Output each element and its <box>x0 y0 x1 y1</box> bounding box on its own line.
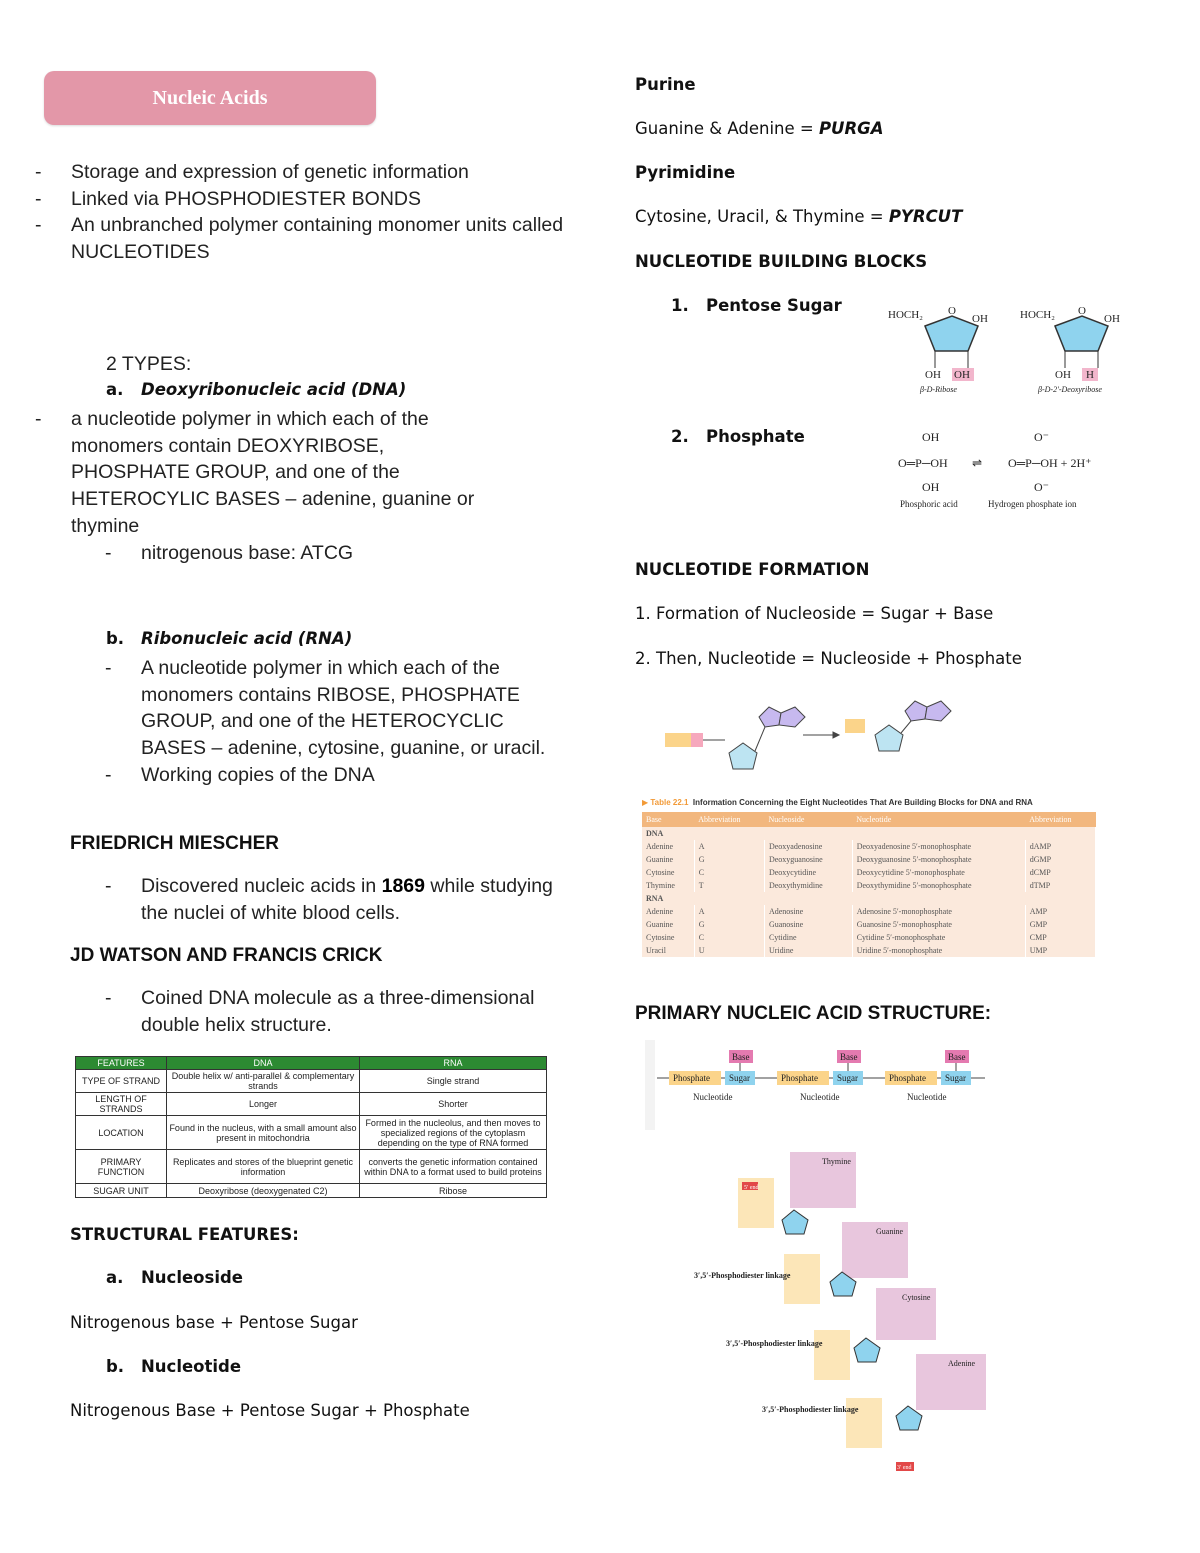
three-end-label: 3′ end <box>897 1465 912 1471</box>
table-row: LOCATION Found in the nucleus, with a small amount also present in mitochondria Formed in the nucleolus, and then moves to specialized regions of the cytoplasm depending on the type of RNA formed <box>76 1116 547 1150</box>
list-item: - Discovered nucleic acids in 1869 while studying the nuclei of white blood cells. <box>105 875 553 924</box>
svg-text:O: O <box>1078 305 1086 317</box>
table-header: Nucleotide <box>852 812 1025 827</box>
five-end-label: 5′ end <box>744 1185 759 1191</box>
svg-text:O⁻: O⁻ <box>1034 430 1049 444</box>
sugar-label: Sugar <box>837 1073 858 1083</box>
svg-text:HOCH₂: HOCH₂ <box>888 309 924 321</box>
pentose-sugar-figure <box>880 296 1130 401</box>
structural-heading: STRUCTURAL FEATURES: <box>70 1225 299 1244</box>
list-item: - An unbranched polymer containing monomer units called NUCLEOTIDES <box>35 214 564 264</box>
table-header: Base <box>642 812 694 827</box>
svg-text:OH: OH <box>1104 313 1120 325</box>
dna-title-row: a. Deoxyribonucleic acid (DNA) <box>106 380 407 399</box>
svg-text:OH: OH <box>954 369 970 381</box>
linkage-label: 3′,5′-Phosphodiester linkage <box>694 1271 791 1280</box>
dna-strand-figure <box>690 1150 990 1475</box>
table-header: Nucleoside <box>764 812 852 827</box>
svg-text:O═P─OH + 2H⁺: O═P─OH + 2H⁺ <box>1008 456 1092 470</box>
cytosine-label: Cytosine <box>902 1293 931 1302</box>
nucleotide-label: Nucleotide <box>693 1092 733 1102</box>
hydrogen-phosphate-label: Hydrogen phosphate ion <box>988 499 1077 509</box>
table-row: Adenine A Adenosine Adenosine 5′-monophosphate AMP <box>642 905 1096 918</box>
intro-list <box>35 159 570 266</box>
formation-heading: NUCLEOTIDE FORMATION <box>635 560 870 579</box>
table-header: FEATURES <box>76 1057 167 1070</box>
table-row: Adenine A Deoxyadenosine Deoxyadenosine 5′-monophosphate dAMP <box>642 840 1096 853</box>
table-row: PRIMARY FUNCTION Replicates and stores of the blueprint genetic information converts the genetic information contained within DNA to a format used to build proteins <box>76 1150 547 1184</box>
table-header: Abbreviation <box>1025 812 1095 827</box>
nucleotide-label: Nucleotide <box>907 1092 947 1102</box>
purine-definition: Guanine & Adenine = PURGA <box>635 119 884 138</box>
nucleoside-row: a. Nucleoside <box>106 1268 243 1287</box>
linkage-label: 3′,5′-Phosphodiester linkage <box>762 1405 859 1414</box>
list-item: - A nucleotide polymer in which each of the monomers contains RIBOSE, PHOSPHATE GROUP, and one of the HETEROCYCLIC BASES – adenine, cytosine, guanine, or uracil. <box>105 657 546 760</box>
table-row: DNA <box>642 827 1096 840</box>
svg-text:⇌: ⇌ <box>972 456 983 470</box>
pyrimidine-definition: Cytosine, Uracil, & Thymine = PYRCUT <box>635 207 963 226</box>
svg-text:OH: OH <box>922 480 940 494</box>
svg-text:H: H <box>1086 369 1094 381</box>
sugar-label: Sugar <box>729 1073 750 1083</box>
types-section <box>0 351 570 378</box>
miescher-heading: FRIEDRICH MIESCHER <box>70 833 280 854</box>
nucleotide-table-wrap <box>642 812 1096 957</box>
feature-table <box>75 1056 547 1198</box>
table-row: SUGAR UNIT Deoxyribose (deoxygenated C2) Ribose <box>76 1184 547 1198</box>
phosphoric-acid-label: Phosphoric acid <box>900 499 958 509</box>
svg-text:O: O <box>948 305 956 317</box>
ribose-label: β-D-Ribose <box>920 385 957 394</box>
rna-title-row: b. Ribonucleic acid (RNA) <box>106 629 353 648</box>
phosphate-item: 2. Phosphate <box>671 427 805 446</box>
base-label: Base <box>948 1052 966 1062</box>
list-item: - nitrogenous base: ATCG <box>105 541 354 564</box>
nucleotide-row: b. Nucleotide <box>106 1357 242 1376</box>
phosphate-figure <box>890 425 1130 515</box>
types-heading: 2 TYPES: <box>106 353 192 375</box>
base-label: Base <box>732 1052 750 1062</box>
watson-heading: JD WATSON AND FRANCIS CRICK <box>70 945 383 966</box>
list-item: - Working copies of the DNA <box>105 763 375 786</box>
svg-text:OH: OH <box>972 313 988 325</box>
watson-list <box>70 985 550 1038</box>
table-row: Thymine T Deoxythymidine Deoxythymidine 5′-monophosphate dTMP <box>642 879 1096 892</box>
formation-step-2: 2. Then, Nucleotide = Nucleoside + Phosphate <box>635 649 1022 668</box>
rna-list <box>70 655 570 789</box>
thymine-label: Thymine <box>822 1157 851 1166</box>
svg-text:O⁻: O⁻ <box>1034 480 1049 494</box>
base-label: Base <box>840 1052 858 1062</box>
phosphate-label: Phosphate <box>889 1073 926 1083</box>
list-item: - Linked via PHOSPHODIESTER BONDS <box>35 187 422 210</box>
table-row: Guanine G Deoxyguanosine Deoxyguanosine 5′-monophosphate dGMP <box>642 853 1096 866</box>
list-item: - a nucleotide polymer in which each of the monomers contain DEOXYRIBOSE, PHOSPHATE GROUP, and one of the HETEROCYLIC BASES – adenine, guanine or thymine <box>35 408 475 537</box>
primary-structure-heading: PRIMARY NUCLEIC ACID STRUCTURE: <box>635 1003 992 1024</box>
nucleotide-label: Nucleotide <box>800 1092 840 1102</box>
table-row: Cytosine C Cytidine Cytidine 5′-monophosphate CMP <box>642 931 1096 944</box>
table-header: RNA <box>360 1057 547 1070</box>
phosphate-label: Phosphate <box>673 1073 710 1083</box>
feature-table-wrap <box>75 1056 547 1198</box>
table-row: Uracil U Uridine Uridine 5′-monophosphate UMP <box>642 944 1096 957</box>
table-row: Cytosine C Deoxycytidine Deoxycytidine 5′-monophosphate dCMP <box>642 866 1096 879</box>
title-banner <box>44 71 376 125</box>
table-header: DNA <box>167 1057 360 1070</box>
svg-text:HOCH₂: HOCH₂ <box>1020 309 1056 321</box>
guanine-label: Guanine <box>876 1227 904 1236</box>
list-item: - Storage and expression of genetic information <box>35 161 469 183</box>
primary-structure-figure <box>645 1040 990 1130</box>
table-row: TYPE OF STRAND Double helix w/ anti-parallel & complementary strands Single strand <box>76 1070 547 1093</box>
svg-text:OH: OH <box>925 369 941 381</box>
linkage-label: 3′,5′-Phosphodiester linkage <box>726 1339 823 1348</box>
table-header: Abbreviation <box>694 812 764 827</box>
svg-text:O═P─OH: O═P─OH <box>898 456 948 470</box>
svg-text:OH: OH <box>922 430 940 444</box>
table-row: LENGTH OF STRANDS Longer Shorter <box>76 1093 547 1116</box>
adenine-label: Adenine <box>948 1359 976 1368</box>
list-item: - Coined DNA molecule as a three-dimensional double helix structure. <box>105 987 535 1036</box>
nucleotide-table <box>642 812 1096 957</box>
nucleotide-definition: Nitrogenous Base + Pentose Sugar + Phosphate <box>70 1401 470 1420</box>
pyrimidine-heading: Pyrimidine <box>635 163 736 182</box>
dna-list <box>35 406 570 566</box>
nucleotide-table-caption: ▶ Table 22.1 Information Concerning the Eight Nucleotides That Are Building Blocks for DNA and RNA <box>642 798 1033 807</box>
svg-text:OH: OH <box>1055 369 1071 381</box>
nucleoside-definition: Nitrogenous base + Pentose Sugar <box>70 1313 358 1332</box>
table-row: Guanine G Guanosine Guanosine 5′-monophosphate GMP <box>642 918 1096 931</box>
nucleotide-reaction-figure <box>655 695 975 790</box>
deoxyribose-label: β-D-2′-Deoxyribose <box>1038 385 1102 394</box>
phosphate-label: Phosphate <box>781 1073 818 1083</box>
page-title: Nucleic Acids <box>152 87 268 109</box>
table-row: RNA <box>642 892 1096 905</box>
purine-heading: Purine <box>635 75 696 94</box>
miescher-list <box>70 873 570 926</box>
pentose-item: 1. Pentose Sugar <box>671 296 842 315</box>
formation-step-1: 1. Formation of Nucleoside = Sugar + Base <box>635 604 994 623</box>
sugar-label: Sugar <box>945 1073 966 1083</box>
building-blocks-heading: NUCLEOTIDE BUILDING BLOCKS <box>635 252 928 271</box>
